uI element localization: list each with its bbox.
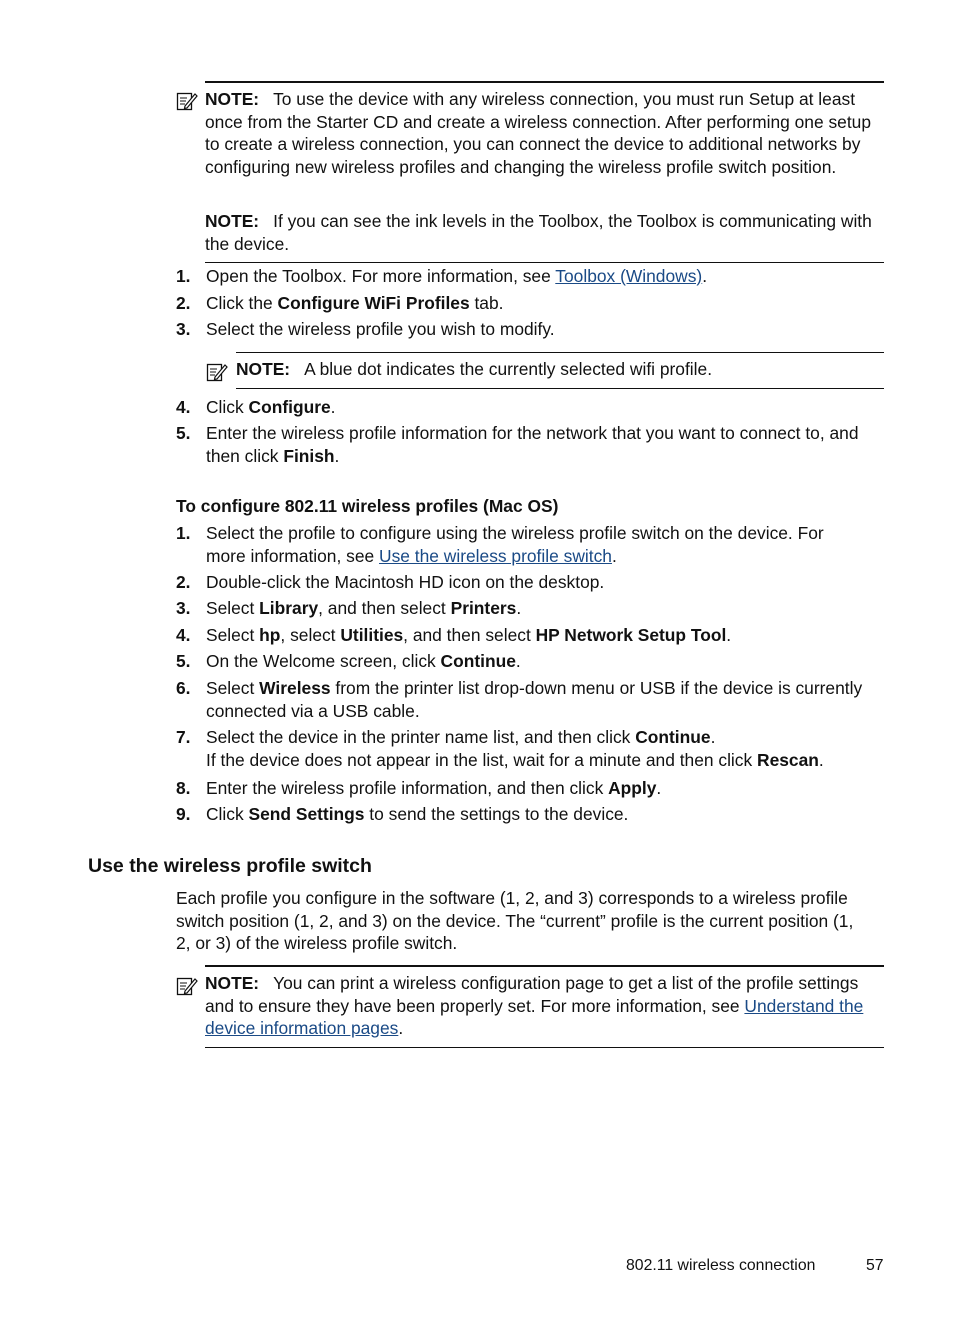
note-block-3 — [205, 965, 884, 1048]
note-text: You can print a wireless configuration page to get a list of the profile settings and to ensure they have been properly set. For more information, see — [205, 973, 859, 1016]
step-bold: HP Network Setup Tool — [535, 625, 727, 645]
step-bold: Library — [259, 598, 319, 618]
footer-section-title: 802.11 wireless connection — [626, 1257, 816, 1274]
note-icon — [206, 361, 228, 383]
mac-procedure-heading: To configure 802.11 wireless profiles (Mac OS) — [176, 496, 559, 516]
step-bold: Configure — [248, 397, 331, 417]
step-number: 4. — [176, 397, 191, 417]
step-text: Enter the wireless profile information, and then click — [206, 778, 609, 798]
step-bold: Wireless — [259, 678, 331, 698]
step-text: Enter the wireless profile information for the network that you want to connect to, and then click — [206, 423, 859, 466]
note-top-rule — [205, 81, 884, 83]
list-item — [176, 396, 866, 419]
list-item — [176, 597, 866, 620]
step-text-end: from the printer list drop-down menu or USB if the device is currently connected via a USB cable. — [206, 678, 863, 721]
step-number: 2. — [176, 572, 191, 592]
list-item — [176, 522, 866, 567]
list-item — [176, 650, 866, 673]
step-bold: Send Settings — [248, 804, 365, 824]
note-top-rule — [236, 352, 884, 353]
step-text-end: . — [515, 651, 521, 671]
note-bottom-rule — [205, 1047, 884, 1048]
note-label: NOTE: — [236, 359, 291, 379]
step-text-end: . — [818, 749, 824, 770]
device-info-pages-link[interactable]: Understand the device information pages — [205, 995, 864, 1038]
step-text-end: . — [710, 727, 716, 747]
page-number: 57 — [866, 1257, 884, 1274]
note-label: NOTE: — [205, 973, 260, 993]
list-item — [176, 677, 866, 722]
step-number: 1. — [176, 266, 191, 286]
list-item — [176, 803, 866, 826]
step-number: 2. — [176, 293, 191, 313]
step-text: Click — [206, 397, 249, 417]
note-text: To use the device with any wireless connection, you must run Setup at least once from the Starter CD and create a wireless connection. After performing one setup to create a wireless connection, you can connect the device to additional networks by configuring new wireless profiles and changing the wireless profile switch position. — [205, 89, 872, 177]
note-bottom-rule — [205, 262, 884, 263]
note-paragraph — [205, 972, 884, 1040]
list-item — [176, 422, 866, 467]
step-bold: Utilities — [340, 625, 404, 645]
note-block-2 — [236, 352, 884, 389]
note-paragraph — [205, 88, 884, 178]
step-number: 7. — [176, 727, 191, 747]
step-bold: Finish — [283, 445, 335, 466]
list-item — [176, 624, 866, 647]
step-text-end: to send the settings to the device. — [364, 804, 629, 824]
step-number: 5. — [176, 423, 191, 443]
step-text: Click — [206, 804, 249, 824]
list-item — [176, 571, 866, 594]
step-number: 6. — [176, 678, 191, 698]
step-text: Select — [206, 678, 260, 698]
step-text: Select — [206, 625, 260, 645]
step-text: Select the device in the printer name list, and then click — [206, 727, 636, 747]
note-label: NOTE: — [205, 89, 260, 109]
list-item — [176, 292, 866, 315]
step-number: 8. — [176, 778, 191, 798]
list-item — [176, 318, 866, 341]
step-text: If the device does not appear in the list, wait for a minute and then click — [206, 749, 758, 770]
step-bold: Continue — [635, 727, 711, 747]
step-bold: hp — [259, 625, 281, 645]
note-label: NOTE: — [205, 211, 260, 231]
step-bold: Rescan — [757, 749, 819, 770]
note-text-end: . — [398, 1018, 404, 1038]
note-top-rule — [205, 965, 884, 967]
section-heading: Use the wireless profile switch — [88, 855, 372, 877]
note-icon — [176, 975, 198, 997]
step-text-end: . — [726, 625, 732, 645]
note-block-1 — [205, 81, 884, 263]
step-number: 3. — [176, 319, 191, 339]
note-icon — [176, 90, 198, 112]
note-text: A blue dot indicates the currently selected wifi profile. — [304, 359, 713, 379]
step-number: 3. — [176, 598, 191, 618]
step-bold: Apply — [608, 778, 657, 798]
step-text-end: tab. — [469, 293, 504, 313]
list-item — [176, 726, 866, 771]
step-number: 9. — [176, 804, 191, 824]
step-text: On the Welcome screen, click — [206, 651, 441, 671]
step-text: Double-click the Macintosh HD icon on the desktop. — [206, 572, 605, 592]
toolbox-windows-link[interactable]: Toolbox (Windows) — [555, 266, 703, 286]
note-bottom-rule — [236, 388, 884, 389]
step-text: Click the — [206, 293, 278, 313]
step-bold: Printers — [450, 598, 517, 618]
step-text: , and then select — [403, 625, 536, 645]
wireless-switch-link[interactable]: Use the wireless profile switch — [379, 545, 612, 566]
step-text-end: . — [330, 397, 336, 417]
step-number: 4. — [176, 625, 191, 645]
step-text-end: . — [516, 598, 522, 618]
step-text: Select the wireless profile you wish to modify. — [206, 319, 555, 339]
step-number: 1. — [176, 523, 191, 543]
step-text: , and then select — [318, 598, 451, 618]
step-text-end: . — [656, 778, 662, 798]
step-text-end: . — [334, 445, 340, 466]
note-paragraph — [236, 358, 884, 381]
step-text: , select — [280, 625, 341, 645]
step-text: Open the Toolbox. For more information, see — [206, 266, 556, 286]
section-paragraph: Each profile you configure in the software (1, 2, and 3) corresponds to a wireless profile switch position (1, 2, and 3) on the device. The “current” profile is the current position (1, 2, or 3) of the wireless profile switch. — [176, 888, 854, 953]
step-bold: Continue — [440, 651, 516, 671]
note-text: If you can see the ink levels in the Toolbox, the Toolbox is communicating with the device. — [205, 211, 872, 254]
step-text: Select the profile to configure using the wireless profile switch on the device. For more information, see — [206, 523, 824, 566]
step-text-end: . — [611, 545, 617, 566]
step-number: 5. — [176, 651, 191, 671]
step-text: Select — [206, 598, 260, 618]
step-bold: Configure WiFi Profiles — [277, 293, 470, 313]
list-item — [176, 777, 866, 800]
list-item — [176, 265, 866, 288]
step-text-end: . — [702, 266, 708, 286]
note-paragraph — [205, 210, 884, 255]
